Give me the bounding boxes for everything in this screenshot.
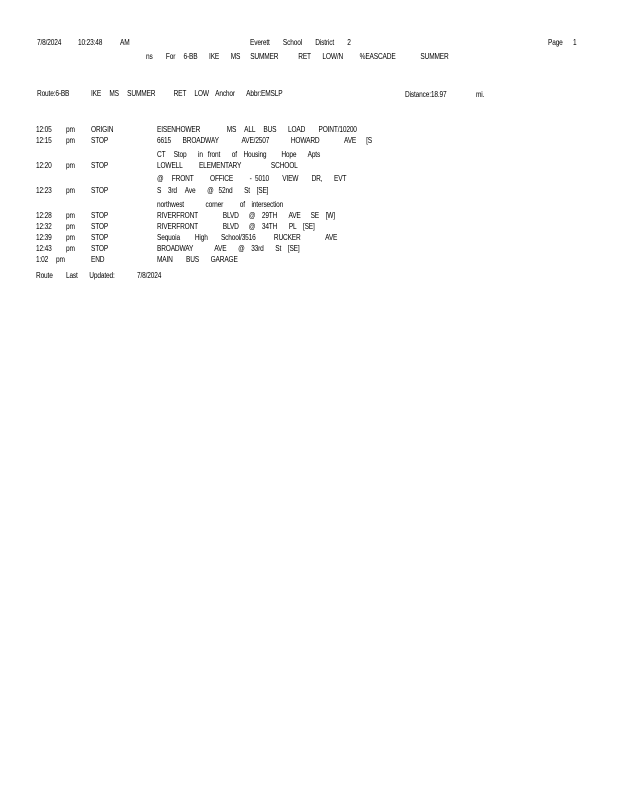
stop-time: 12:23	[36, 186, 52, 195]
stop-type: STOP	[91, 244, 109, 253]
last-updated-date: 7/8/2024	[137, 271, 162, 280]
stop-ampm: pm	[56, 255, 65, 264]
stop-type: END	[91, 255, 105, 264]
stop-location: LOWELL ELEMENTARY SCHOOL	[157, 161, 298, 170]
stop-time: 12:39	[36, 233, 52, 242]
page-number: 1	[573, 38, 577, 47]
stop-location: EISENHOWER MS ALL BUS LOAD POINT/10200	[157, 125, 357, 134]
report-date: 7/8/2024	[37, 38, 62, 47]
stop-location: Sequoia High School/3516 RUCKER AVE	[157, 233, 338, 242]
distance-unit: mi.	[476, 90, 485, 99]
route-description: IKE MS SUMMER RET LOW Anchor Abbr:EMSLP	[91, 89, 283, 98]
stop-location: 6615 BROADWAY AVE/2507 HOWARD AVE [S	[157, 136, 372, 145]
report-time: 10:23:48	[78, 38, 103, 47]
stop-ampm: pm	[66, 211, 75, 220]
stop-type: STOP	[91, 136, 109, 145]
stop-time: 12:20	[36, 161, 52, 170]
stop-location-note: @ FRONT OFFICE - 5010 VIEW DR, EVT	[157, 174, 347, 183]
stop-time: 12:05	[36, 125, 52, 134]
stop-ampm: pm	[66, 222, 75, 231]
report-title: Everett School District 2	[250, 38, 351, 47]
stop-type: ORIGIN	[91, 125, 114, 134]
stop-type: STOP	[91, 211, 109, 220]
stop-location-note: CT Stop in front of Housing Hope Apts	[157, 150, 321, 159]
stop-type: STOP	[91, 233, 109, 242]
stop-time: 1:02	[36, 255, 49, 264]
stop-location: BROADWAY AVE @ 33rd St [SE]	[157, 244, 300, 253]
stop-ampm: pm	[66, 161, 75, 170]
stop-ampm: pm	[66, 136, 75, 145]
report-ampm: AM	[120, 38, 130, 47]
stop-ampm: pm	[66, 125, 75, 134]
page-label: Page	[548, 38, 563, 47]
stop-location: S 3rd Ave @ 52nd St [SE]	[157, 186, 269, 195]
stop-time: 12:28	[36, 211, 52, 220]
stop-location-note: northwest corner of intersection	[157, 200, 284, 209]
stop-type: STOP	[91, 161, 109, 170]
stop-location: RIVERFRONT BLVD @ 34TH PL [SE]	[157, 222, 315, 231]
stop-time: 12:43	[36, 244, 52, 253]
last-updated-label: Route Last Updated:	[36, 271, 115, 280]
stop-ampm: pm	[66, 186, 75, 195]
stop-location: MAIN BUS GARAGE	[157, 255, 238, 264]
stop-type: STOP	[91, 222, 109, 231]
stop-time: 12:32	[36, 222, 52, 231]
route-distance: Distance:18.97	[405, 90, 447, 99]
stop-location: RIVERFRONT BLVD @ 29TH AVE SE [W]	[157, 211, 335, 220]
route-id: Route:6-BB	[37, 89, 70, 98]
stop-ampm: pm	[66, 233, 75, 242]
report-subtitle: ns For 6-BB IKE MS SUMMER RET LOW/N %EASCADE SUMMER	[146, 52, 449, 61]
stop-time: 12:15	[36, 136, 52, 145]
stop-ampm: pm	[66, 244, 75, 253]
stop-type: STOP	[91, 186, 109, 195]
